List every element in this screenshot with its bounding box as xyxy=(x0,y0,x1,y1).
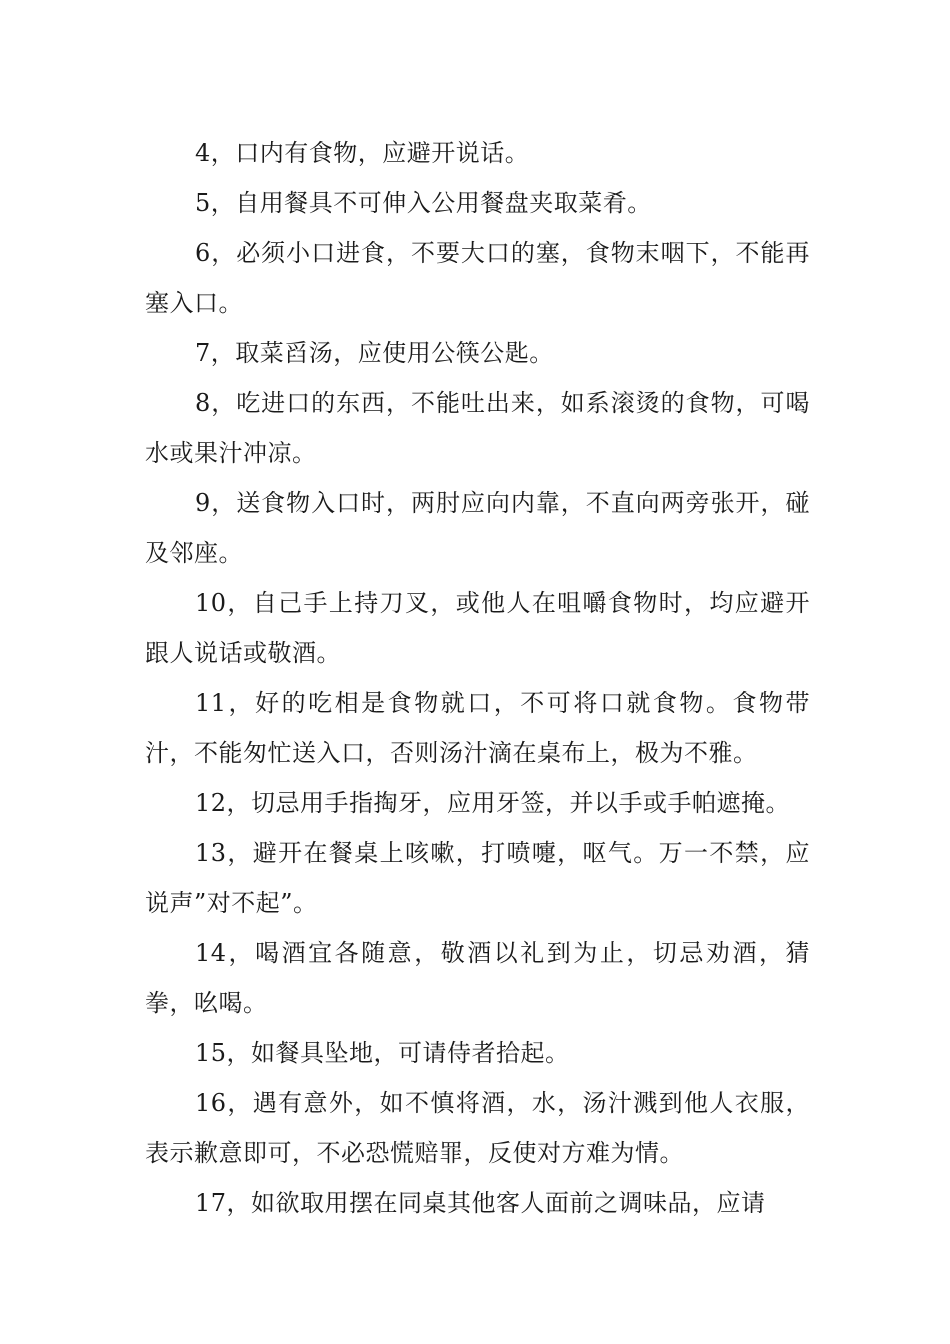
paragraph-rule-9: 9，送食物入口时，两肘应向内靠，不直向两旁张开，碰及邻座。 xyxy=(145,489,810,567)
paragraph-rule-7: 7，取菜舀汤，应使用公筷公匙。 xyxy=(195,339,554,367)
paragraph-rule-11: 11，好的吃相是食物就口，不可将口就食物。食物带汁，不能匆忙送入口，否则汤汁滴在桌布上，极为不雅。 xyxy=(145,689,810,767)
paragraph-rule-6: 6，必须小口进食，不要大口的塞，食物末咽下，不能再塞入口。 xyxy=(145,239,810,317)
paragraph-rule-12: 12，切忌用手指掏牙，应用牙签，并以手或手帕遮掩。 xyxy=(195,789,791,817)
paragraph-rule-13: 13，避开在餐桌上咳嗽，打喷嚏，呕气。万一不禁，应说声”对不起”。 xyxy=(145,839,810,917)
paragraph-rule-14: 14，喝酒宜各随意，敬酒以礼到为止，切忌劝酒，猜拳，吆喝。 xyxy=(145,939,810,1017)
paragraph-rule-10: 10，自己手上持刀叉，或他人在咀嚼食物时，均应避开跟人说话或敬酒。 xyxy=(145,589,810,667)
paragraph-rule-16: 16，遇有意外，如不慎将酒，水，汤汁溅到他人衣服，表示歉意即可，不必恐慌赔罪，反使对方难为情。 xyxy=(145,1089,810,1167)
paragraph-rule-17: 17，如欲取用摆在同桌其他客人面前之调味品，应请 xyxy=(195,1189,766,1217)
document-body xyxy=(145,128,810,1228)
paragraph-rule-8: 8，吃进口的东西，不能吐出来，如系滚烫的食物，可喝水或果汁冲凉。 xyxy=(145,389,810,467)
paragraph-rule-5: 5，自用餐具不可伸入公用餐盘夹取菜肴。 xyxy=(195,189,652,217)
paragraph-rule-15: 15，如餐具坠地，可请侍者拾起。 xyxy=(195,1039,570,1067)
paragraph-rule-4: 4，口内有食物，应避开说话。 xyxy=(195,139,530,167)
